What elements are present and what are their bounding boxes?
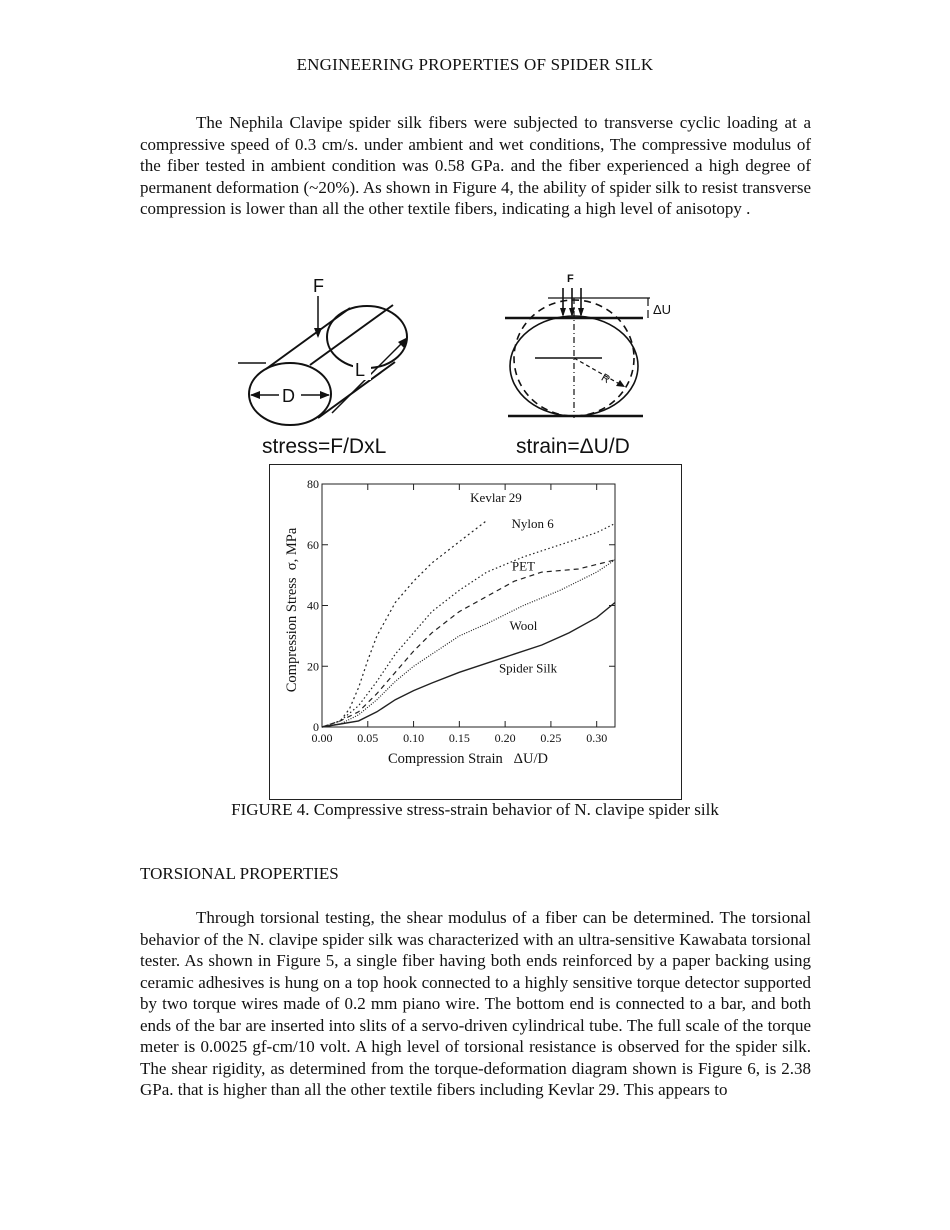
radius-arrowhead bbox=[616, 380, 625, 387]
right-diagram bbox=[505, 288, 650, 418]
left-diagram bbox=[238, 296, 408, 425]
strain-formula: strain=ΔU/D bbox=[516, 435, 630, 458]
x-tick-label: 0.30 bbox=[586, 731, 608, 745]
paragraph-compression bbox=[140, 112, 811, 220]
section-heading: TORSIONAL PROPERTIES bbox=[140, 864, 339, 883]
paragraph-torsional bbox=[140, 907, 811, 1101]
series-label-spider-silk: Spider Silk bbox=[498, 660, 558, 676]
stress-strain-chart bbox=[269, 464, 682, 800]
y-tick-label: 60 bbox=[307, 537, 319, 552]
y-tick-label: 40 bbox=[307, 598, 319, 613]
cylinder-top-edge bbox=[266, 308, 350, 369]
x-tick-label: 0.10 bbox=[403, 731, 425, 745]
radius-label: R bbox=[599, 371, 612, 387]
x-tick-label: 0.20 bbox=[494, 731, 516, 745]
y-tick-label: 80 bbox=[307, 477, 319, 491]
chart-frame bbox=[270, 465, 682, 800]
diameter-arrow-right bbox=[320, 391, 330, 399]
displacement-label: ΔU bbox=[653, 302, 672, 317]
length-label: L bbox=[355, 360, 366, 380]
series-label-kevlar-29: Kevlar 29 bbox=[470, 490, 522, 506]
figure-caption: FIGURE 4. Compressive stress-strain behavior of N. clavipe spider silk bbox=[231, 800, 719, 819]
cylinder-mid-line bbox=[310, 305, 393, 365]
page-title: ENGINEERING PROPERTIES OF SPIDER SILK bbox=[296, 55, 654, 74]
y-tick-label: 20 bbox=[307, 659, 319, 674]
x-tick-label: 0.00 bbox=[311, 731, 333, 745]
paragraph-compression-text: The Nephila Clavipe spider silk fibers were subjected to transverse cyclic loading at a compressive speed of 0.3 cm/s. under ambient and wet conditions, The compressive modulus of the fiber tested in ambient condition was 0.58 GPa. and the fiber experienced a high degree of permanent deformation (~20%). As shown in Figure 4, the ability of spider silk to resist transverse compression is lower than all the other textile fibers, indicating a high level of anisotopy . bbox=[140, 113, 811, 218]
x-tick-label: 0.15 bbox=[448, 731, 470, 745]
series-label-pet: PET bbox=[511, 558, 535, 574]
x-tick-label: 0.25 bbox=[540, 731, 562, 745]
x-tick-label: 0.05 bbox=[357, 731, 379, 745]
radius-line bbox=[574, 358, 623, 386]
series-label-nylon-6: Nylon 6 bbox=[511, 516, 554, 532]
stress-formula: stress=F/DxL bbox=[262, 435, 387, 458]
force-label-right: F bbox=[567, 273, 574, 285]
right-arrowheads bbox=[560, 308, 625, 387]
force-label-left: F bbox=[313, 276, 324, 296]
y-tick-label: 0 bbox=[313, 720, 319, 734]
y-axis-label: Compression Stress σ, MPa bbox=[284, 527, 300, 693]
compression-schematic bbox=[230, 258, 690, 463]
series-label-wool: Wool bbox=[509, 617, 538, 633]
diameter-arrow-left bbox=[250, 391, 260, 399]
x-axis-label: Compression Strain ΔU/D bbox=[388, 751, 548, 767]
paragraph-torsional-text: Through torsional testing, the shear modulus of a fiber can be determined. The torsional behavior of the N. clavipe spider silk was characterized with an ultra-sensitive Kawabata torsional tester. As shown in Figure 5, a single fiber having both ends reinforced by a paper backing using ceramic adhesives is hung on a top hook connected to a highly sensitive torque detector supported by two torque wires made of 0.2 mm piano wire. The bottom end is connected to a bar, and both ends of the bar are inserted into slits of a servo-driven cylindrical tube. The full scale of the torque meter is 0.0025 gf-cm/10 volt. A high level of torsional resistance is observed for the spider silk. The shear rigidity, as determined from the torque-deformation diagram shown is Figure 6, is 2.38 GPa. that is higher than all the other textile fibers including Kevlar 29. This appears to bbox=[140, 908, 811, 1099]
diameter-label: D bbox=[282, 386, 295, 406]
